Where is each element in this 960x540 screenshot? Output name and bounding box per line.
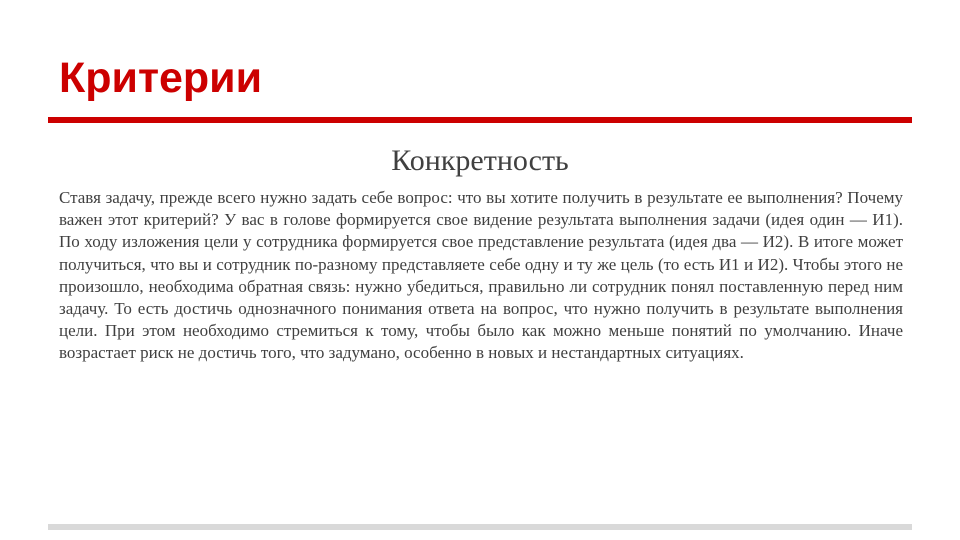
slide-title: Критерии [59,54,263,102]
body-paragraph: Ставя задачу, прежде всего нужно задать себе вопрос: что вы хотите получить в результате ее выполнения? Почему важен этот критерий? У вас в голове формируется свое видение результата выполнения задачи (идея один — И1). По ходу изложения цели у сотрудника формируется свое представление результата (идея два — И2). В итоге может получиться, что вы и сотрудник по-разному представляете себе одну и ту же цель (то есть И1 и И2). Чтобы этого не произошло, необходима обратная связь: нужно убедиться, правильно ли сотрудник понял поставленную перед ним задачу. То есть достичь однозначного понимания ответа на вопрос, что нужно получить в результате выполнения цели. При этом необходимо стремиться к тому, чтобы было как можно меньше понятий по умолчанию. Иначе возрастает риск не достичь того, что задумано, особенно в новых и нестандартных ситуациях. [59,188,903,363]
title-divider [48,117,912,123]
footer-divider [48,524,912,530]
slide-subtitle: Конкретность [391,144,569,177]
